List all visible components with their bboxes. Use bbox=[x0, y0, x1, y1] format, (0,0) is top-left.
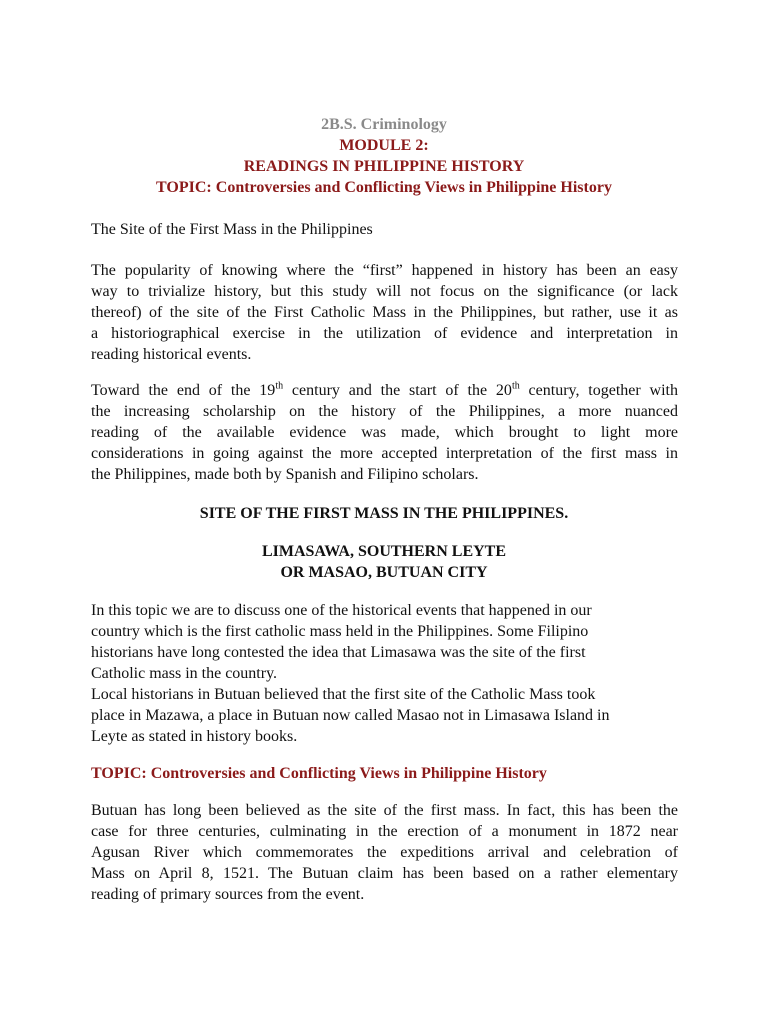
paragraph-line: Catholic mass in the country. bbox=[91, 665, 278, 682]
section-title: The Site of the First Mass in the Philippines bbox=[91, 221, 373, 238]
paragraph-line: case for three centuries, culminating in the erection of a monument in 1872 near bbox=[91, 823, 678, 840]
paragraph-1 bbox=[91, 260, 678, 365]
paragraph-line: the increasing scholarship on the history of the Philippines, a more nuanced bbox=[91, 403, 678, 420]
superscript: th bbox=[511, 380, 520, 392]
paragraph-line: considerations in going against the more accepted interpretation of the first mass in bbox=[91, 445, 678, 462]
paragraph-line: In this topic we are to discuss one of the historical events that happened in our bbox=[91, 602, 592, 619]
paragraph-line: Agusan River which commemorates the expeditions arrival and celebration of bbox=[91, 844, 678, 861]
superscript: th bbox=[275, 380, 284, 392]
paragraph-line: Mass on April 8, 1521. The Butuan claim has been based on a rather elementary bbox=[91, 865, 678, 882]
paragraph-line: Local historians in Butuan believed that the first site of the Catholic Mass took bbox=[91, 686, 596, 703]
subject-title: READINGS IN PHILIPPINE HISTORY bbox=[243, 158, 525, 175]
text-run: Toward the end of the 19 bbox=[91, 382, 276, 399]
paragraph-line: thereof) of the site of the First Catholic Mass in the Philippines, but rather, use it as bbox=[91, 304, 678, 321]
paragraph-line: a historiographical exercise in the utilization of evidence and interpretation in bbox=[91, 325, 678, 342]
text-run: century and the start of the 20 bbox=[283, 382, 512, 399]
site-heading: SITE OF THE FIRST MASS IN THE PHILIPPINES. bbox=[199, 505, 569, 522]
text-run: century, together with bbox=[519, 382, 679, 399]
module-label: MODULE 2: bbox=[339, 137, 429, 154]
paragraph-line: way to trivialize history, but this study will not focus on the significance (or lack bbox=[91, 283, 678, 300]
topic-heading-repeat: TOPIC: Controversies and Conflicting Views in Philippine History bbox=[91, 765, 547, 782]
paragraph-line: Butuan has long been believed as the site of the first mass. In fact, this has been the bbox=[91, 802, 678, 819]
paragraph-line: reading historical events. bbox=[91, 346, 252, 363]
location-limasawa: LIMASAWA, SOUTHERN LEYTE bbox=[261, 543, 507, 560]
paragraph-line bbox=[91, 380, 678, 401]
paragraph-line: place in Mazawa, a place in Butuan now called Masao not in Limasawa Island in bbox=[91, 707, 610, 724]
paragraph-line: country which is the first catholic mass held in the Philippines. Some Filipino bbox=[91, 623, 589, 640]
paragraph-4 bbox=[91, 800, 678, 905]
paragraph-line: The popularity of knowing where the “first” happened in history has been an easy bbox=[91, 262, 678, 279]
topic-heading: TOPIC: Controversies and Conflicting Views in Philippine History bbox=[156, 179, 612, 196]
paragraph-line: the Philippines, made both by Spanish and Filipino scholars. bbox=[91, 466, 479, 483]
paragraph-line: Leyte as stated in history books. bbox=[91, 728, 298, 745]
paragraph-line: historians have long contested the idea that Limasawa was the site of the first bbox=[91, 644, 586, 661]
paragraph-line: reading of the available evidence was made, which brought to light more bbox=[91, 424, 678, 441]
course-label: 2B.S. Criminology bbox=[321, 116, 447, 133]
location-masao: OR MASAO, BUTUAN CITY bbox=[280, 564, 488, 581]
paragraph-3 bbox=[91, 600, 678, 747]
paragraph-2 bbox=[91, 380, 678, 485]
paragraph-line: reading of primary sources from the event. bbox=[91, 886, 365, 903]
